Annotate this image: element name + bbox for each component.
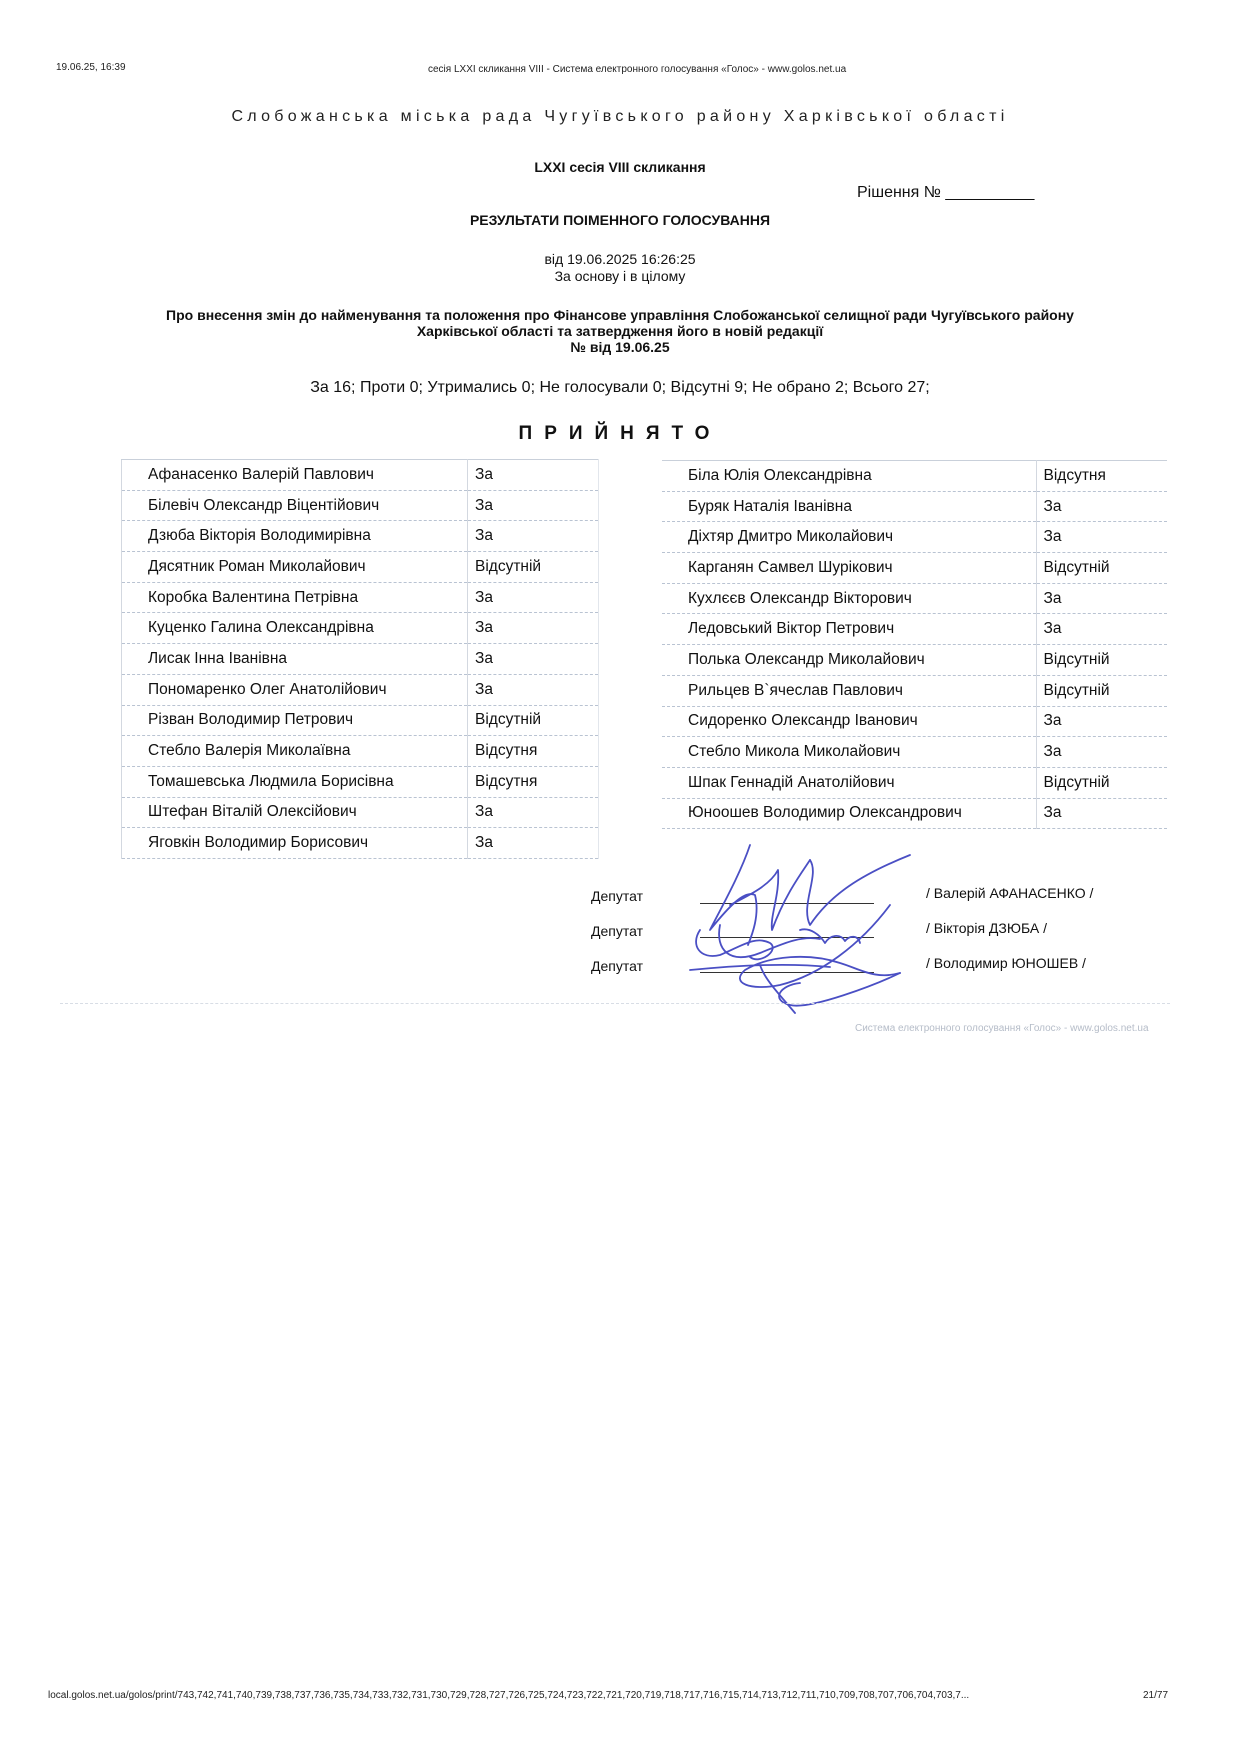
table-row	[122, 644, 599, 675]
table-row	[122, 828, 599, 859]
vote-cell: За	[468, 490, 599, 521]
deputy-name-cell: Буряк Наталія Іванівна	[662, 491, 1036, 522]
vote-cell: За	[1036, 583, 1167, 614]
signature-stroke	[800, 929, 860, 943]
votes-table-left	[121, 459, 599, 859]
vote-cell: За	[468, 828, 599, 859]
table-row	[122, 797, 599, 828]
deputy-name-cell: Сидоренко Олександр Іванович	[662, 706, 1036, 737]
vote-date-block	[0, 251, 1240, 285]
signature-stroke	[760, 965, 795, 1013]
vote-cell: Відсутній	[1036, 675, 1167, 706]
vote-cell: За	[468, 582, 599, 613]
deputy-label: Депутат	[591, 958, 643, 974]
deputy-name-cell: Ледовський Віктор Петрович	[662, 614, 1036, 645]
print-url: local.golos.net.ua/golos/print/743,742,741,740,739,738,737,736,735,734,733,732,731,730,729,728,727,726,725,724,723,722,721,720,719,718,717,716,715,714,713,712,711,710,709,708,707,706,704,703,7...	[48, 1690, 970, 1701]
vote-cell: За	[1036, 491, 1167, 522]
table-row	[662, 675, 1167, 706]
vote-result: ПРИЙНЯТО	[518, 423, 722, 444]
vote-cell: За	[468, 460, 599, 491]
table-row	[122, 736, 599, 767]
table-row	[122, 521, 599, 552]
deputy-name-cell: Різван Володимир Петрович	[122, 705, 468, 736]
table-row	[662, 706, 1167, 737]
subject-line-1: Про внесення змін до найменування та положення про Фінансове управління Слобожанської селищної ради Чугуївського району	[166, 307, 1074, 323]
vote-cell: За	[468, 521, 599, 552]
signature-stroke	[730, 860, 810, 930]
handwritten-signatures	[660, 835, 920, 1015]
deputy-name-cell: Юноошев Володимир Олександрович	[662, 798, 1036, 829]
deputy-name-cell: Кухлєєв Олександр Вікторович	[662, 583, 1036, 614]
vote-cell: Відсутній	[468, 552, 599, 583]
deputy-name-cell: Стебло Валерія Миколаївна	[122, 736, 468, 767]
decision-number: Рішення № __________	[857, 184, 1035, 201]
table-row	[662, 767, 1167, 798]
decision-subject	[0, 307, 1240, 355]
vote-cell: За	[1036, 737, 1167, 768]
footer-divider	[60, 1003, 1170, 1004]
deputy-name-cell: Куценко Галина Олександрівна	[122, 613, 468, 644]
vote-cell: За	[1036, 614, 1167, 645]
deputy-name-cell: Полька Олександр Миколайович	[662, 645, 1036, 676]
table-row	[662, 583, 1167, 614]
table-row	[662, 553, 1167, 584]
table-row	[122, 490, 599, 521]
votes-table-right	[662, 460, 1167, 829]
table-row	[662, 798, 1167, 829]
table-row	[122, 766, 599, 797]
deputy-name-cell: Білевіч Олександр Віцентійович	[122, 490, 468, 521]
table-row	[662, 645, 1167, 676]
table-row	[662, 522, 1167, 553]
vote-cell: Відсутня	[1036, 461, 1167, 492]
subject-line-2: Харківської області та затвердження його в новій редакції	[416, 323, 824, 339]
session-title: LXXI сесія VIII скликання	[534, 159, 706, 175]
vote-cell: Відсутній	[1036, 645, 1167, 676]
signature-stroke	[696, 930, 773, 959]
page-number: 21/77	[1143, 1690, 1169, 1701]
vote-cell: За	[1036, 706, 1167, 737]
deputy-name-cell: Стебло Микола Миколайович	[662, 737, 1036, 768]
deputy-name-cell: Карганян Самвел Шурікович	[662, 553, 1036, 584]
deputy-name-cell: Пономаренко Олег Анатолійович	[122, 674, 468, 705]
table-row	[662, 737, 1167, 768]
table-row	[662, 491, 1167, 522]
print-doc-title: сесія LXXI скликання VIII - Система електронного голосування «Голос» - www.golos.net.ua	[428, 64, 847, 75]
vote-cell: За	[468, 674, 599, 705]
vote-cell: Відсутній	[1036, 553, 1167, 584]
print-datetime: 19.06.25, 16:39	[56, 62, 126, 73]
subject-line-3: № від 19.06.25	[570, 339, 670, 355]
table-row	[662, 461, 1167, 492]
table-row	[122, 582, 599, 613]
deputy-name-cell: Дясятник Роман Миколайович	[122, 552, 468, 583]
system-watermark: Система електронного голосування «Голос» - www.golos.net.ua	[855, 1023, 1149, 1034]
results-title: РЕЗУЛЬТАТИ ПОІМЕННОГО ГОЛОСУВАННЯ	[469, 212, 771, 228]
deputy-label: Депутат	[591, 923, 643, 939]
deputy-name-cell: Шпак Геннадій Анатолійович	[662, 767, 1036, 798]
signature-stroke	[807, 855, 910, 925]
vote-cell: За	[468, 613, 599, 644]
table-row	[662, 614, 1167, 645]
deputy-name-cell: Коробка Валентина Петрівна	[122, 582, 468, 613]
deputy-label: Депутат	[591, 888, 643, 904]
vote-cell: За	[468, 644, 599, 675]
deputy-name-cell: Штефан Віталій Олексійович	[122, 797, 468, 828]
table-row	[122, 613, 599, 644]
table-row	[122, 674, 599, 705]
deputy-name-cell: Біла Юлія Олександрівна	[662, 461, 1036, 492]
vote-cell: Відсутній	[1036, 767, 1167, 798]
council-name: Слобожанська міська рада Чугуївського району Харківської області	[231, 108, 1009, 125]
table-row	[122, 705, 599, 736]
deputy-name-cell: Рильцев В`ячеслав Павлович	[662, 675, 1036, 706]
deputy-name: / Володимир ЮНОШЕВ /	[926, 955, 1086, 971]
deputy-name-cell: Яговкін Володимир Борисович	[122, 828, 468, 859]
deputy-name: / Валерій АФАНАСЕНКО /	[926, 885, 1094, 901]
vote-cell: За	[1036, 798, 1167, 829]
deputy-name-cell: Дзюба Вікторія Володимирівна	[122, 521, 468, 552]
vote-basis: За основу і в цілому	[554, 268, 686, 284]
vote-cell: Відсутня	[468, 766, 599, 797]
vote-cell: Відсутній	[468, 705, 599, 736]
deputy-name-cell: Афанасенко Валерій Павлович	[122, 460, 468, 491]
table-row	[122, 552, 599, 583]
vote-cell: За	[1036, 522, 1167, 553]
deputy-name-cell: Діхтяр Дмитро Миколайович	[662, 522, 1036, 553]
table-row	[122, 460, 599, 491]
vote-cell: Відсутня	[468, 736, 599, 767]
vote-cell: За	[468, 797, 599, 828]
deputy-name: / Вікторія ДЗЮБА /	[926, 920, 1047, 936]
signature-stroke	[779, 973, 900, 1006]
vote-summary: За 16; Проти 0; Утримались 0; Не голосували 0; Відсутні 9; Не обрано 2; Всього 27;	[310, 379, 930, 396]
vote-date: від 19.06.2025 16:26:25	[544, 251, 696, 267]
deputy-name-cell: Томашевська Людмила Борисівна	[122, 766, 468, 797]
deputy-name-cell: Лисак Інна Іванівна	[122, 644, 468, 675]
